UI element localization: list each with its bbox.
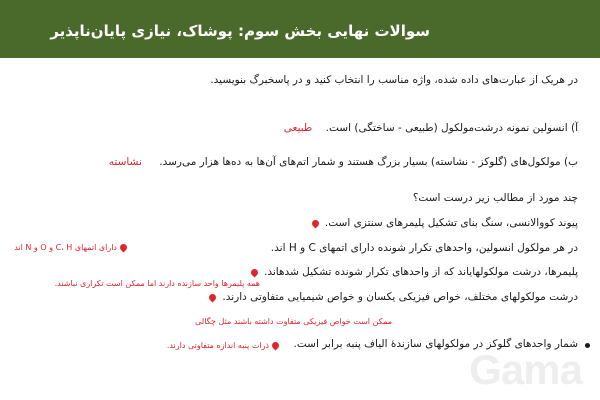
pin-icon (208, 292, 218, 302)
pin-icon (119, 243, 129, 253)
note-3: ممکن است خواص فیزیکی متفاوت داشته باشند مثل چگالی (195, 317, 392, 326)
statement-3-text: پلیمرها، درشت مولکولهایاند که از واحدهای تکرار شونده تشکیل شدهاند. (264, 266, 578, 278)
slide-header (0, 0, 600, 58)
statement-5-text: شمار واحدهای گلوکز در مولکولهای سازندۀ الیاف پنبه برابر است. (293, 338, 578, 350)
slide-title: سوالات نهایی بخش سوم: پوشاک، نیازی پایان‌ناپذیر (50, 22, 430, 40)
bullet-dot (585, 343, 590, 348)
instruction-text: در هریک از عبارت‌های داده شده، واژه مناسب را انتخاب کنید و در پاسخبرگ بنویسید. (210, 74, 578, 86)
statement-4-text: درشت مولکولهای مختلف، خواص فیزیکی یکسان و خواص شیمیایی متفاوتی دارند. (222, 291, 578, 303)
question-a-text: آ) انسولین نمونه درشت‌مولکول (طبیعی - ساختگی) است. (325, 122, 578, 134)
question-b-answer: نشاسته (108, 156, 142, 168)
note-1: دارای اتمهای C، H و O و N اند (14, 243, 130, 252)
pin-icon (271, 341, 281, 351)
question-b-text: ب) مولکول‌های (گلوکز - نشاسته) بسیار بزرگ هستند و شمار اتم‌های آن‌ها به ده‌ها هزار می‌رسد. (159, 156, 578, 168)
statement-2 (271, 242, 578, 254)
question-a-answer: طبیعی (283, 122, 313, 134)
statement-4 (206, 291, 578, 303)
statement-2-text: در هر مولکول انسولین، واحدهای تکرار شونده دارای اتمهای C و H اند. (270, 242, 578, 254)
pin-icon (310, 218, 320, 228)
statement-1-text: پیوند کووالانسی، سنگ بنای تشکیل پلیمرهای سنتزی است. (324, 217, 578, 229)
statement-3 (248, 266, 578, 278)
pin-icon (249, 267, 259, 277)
question-a (284, 122, 578, 134)
note-4: ذرات پنبه اندازه متفاوتی دارند. (167, 341, 282, 350)
question-c-title: چند مورد از مطالب زیر درست است؟ (412, 192, 578, 204)
statement-1 (309, 217, 578, 229)
watermark-logo: Gama (469, 346, 582, 393)
note-2: همه پلیمرها واحد سازنده دارند اما ممکن است تکراری نباشند. (54, 279, 260, 288)
question-b (109, 156, 578, 168)
